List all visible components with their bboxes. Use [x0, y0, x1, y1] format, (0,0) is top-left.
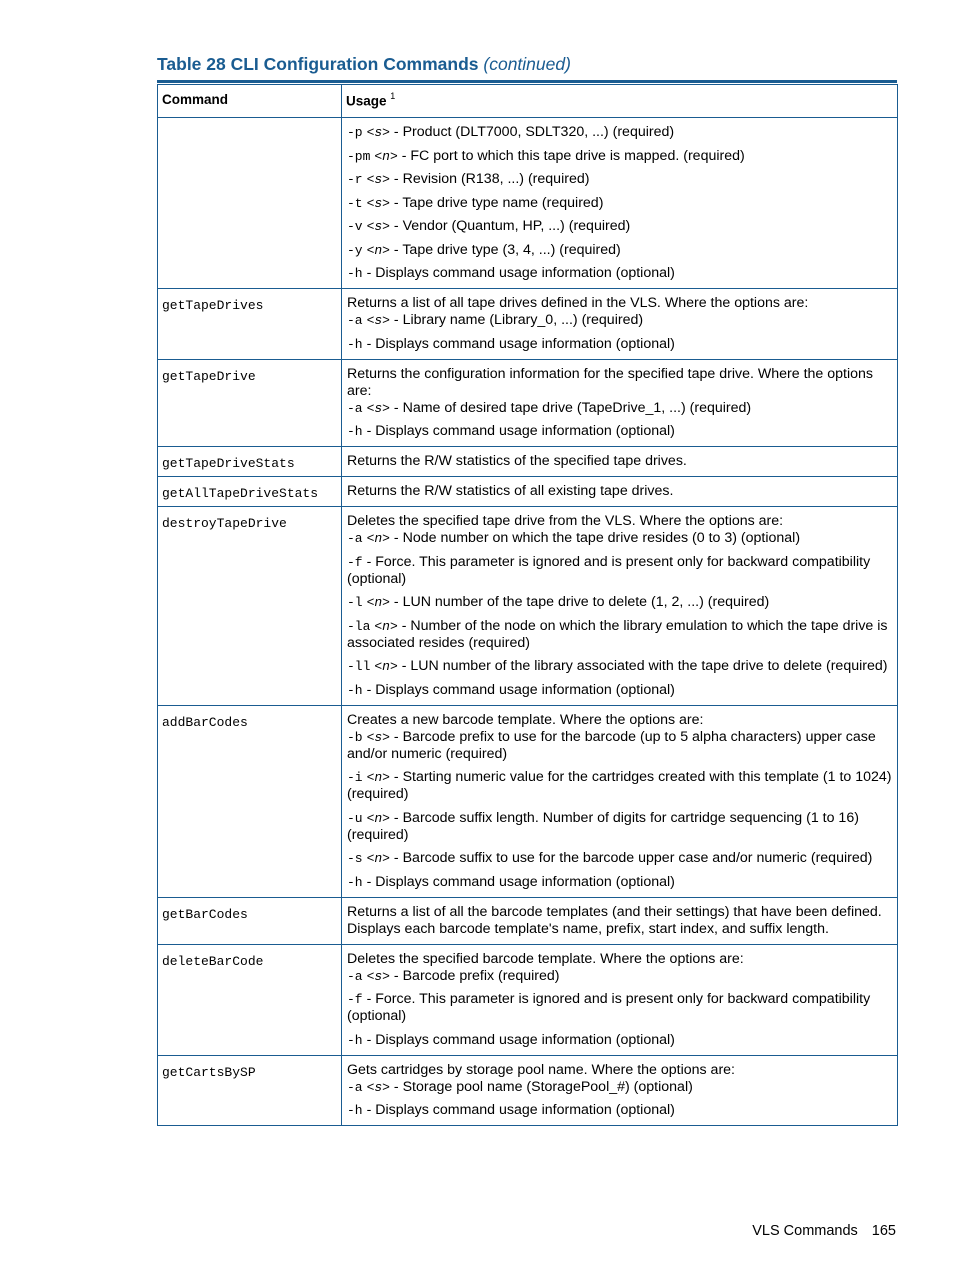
usage-cell: [342, 507, 898, 706]
usage-cell: [342, 897, 898, 944]
option-line: [347, 682, 892, 699]
option-flag: -a: [347, 968, 363, 984]
option-text: - Starting numeric value for the cartridges created with this template (1 to 1024) (required): [347, 769, 892, 802]
command-name: getTapeDrive: [162, 368, 256, 384]
command-cell: [158, 1055, 342, 1126]
option-argument: <s>: [366, 729, 390, 745]
usage-cell: [342, 477, 898, 507]
command-cell: [158, 944, 342, 1055]
option-flag: -la: [347, 618, 371, 634]
option-argument: <n>: [366, 531, 390, 546]
option-argument: <n>: [374, 659, 398, 674]
option-argument: <n>: [366, 595, 390, 610]
option-flag: -h: [347, 336, 363, 352]
option-argument: <n>: [366, 851, 390, 866]
usage-content: [342, 360, 897, 447]
option-flag: -p: [347, 125, 363, 140]
option-argument: <n>: [366, 770, 390, 785]
option-text: - Node number on which the tape drive resides (0 to 3) (optional): [393, 530, 801, 546]
page-number: 165: [871, 1223, 896, 1239]
usage-header-label: Usage: [346, 93, 387, 109]
footer-section-title: VLS Commands: [752, 1223, 858, 1239]
command-header-label: Command: [162, 92, 229, 107]
option-text: - Tape drive type name (required): [393, 194, 604, 211]
option-argument: <s>: [366, 968, 390, 984]
command-name: getCartsBySP: [162, 1064, 256, 1080]
cli-commands-table: [157, 84, 898, 1126]
option-argument: <s>: [366, 313, 390, 328]
command-column-header: [158, 85, 342, 118]
command-name: getAllTapeDriveStats: [162, 486, 319, 501]
usage-content: [342, 706, 897, 897]
option-text: - Revision (R138, ...) (required): [393, 171, 590, 187]
option-text: - Force. This parameter is ignored and is present only for backward compatibility (optional): [347, 991, 871, 1024]
option-line: [347, 265, 892, 282]
option-line: [347, 874, 892, 891]
option-argument: <n>: [366, 242, 390, 258]
table-caption: [157, 54, 571, 75]
option-line: [347, 1032, 892, 1049]
option-text: - Force. This parameter is ignored and is present only for backward compatibility (optional): [347, 553, 871, 587]
usage-cell: [342, 359, 898, 447]
option-text: - Displays command usage information (optional): [366, 681, 675, 698]
table-row: [158, 118, 898, 289]
option-argument: <n>: [374, 618, 398, 634]
table-row: [158, 477, 898, 507]
table-row: [158, 507, 898, 706]
option-flag: -h: [347, 682, 363, 698]
usage-content: [342, 945, 897, 1055]
option-argument: <s>: [366, 172, 390, 187]
option-line: [347, 242, 892, 259]
usage-content: [342, 118, 897, 288]
option-line: [347, 171, 892, 188]
command-name: getBarCodes: [162, 906, 248, 922]
option-flag: -v: [347, 219, 363, 234]
usage-cell: [342, 1055, 898, 1126]
usage-description: Returns the R/W statistics of all existing tape drives.: [347, 483, 674, 499]
option-flag: -s: [347, 851, 363, 866]
option-text: - FC port to which this tape drive is mapped. (required): [401, 147, 745, 164]
option-line: [347, 769, 892, 803]
option-text: - Product (DLT7000, SDLT320, ...) (required): [393, 124, 675, 140]
usage-description: Deletes the specified tape drive from the VLS. Where the options are:: [347, 513, 784, 529]
option-text: - Library name (Library_0, ...) (required): [393, 312, 644, 328]
usage-description: Deletes the specified barcode template. Where the options are:: [347, 950, 744, 967]
option-line: [347, 400, 892, 417]
option-line: [347, 336, 892, 353]
option-text: - Storage pool name (StoragePool_#) (optional): [393, 1078, 693, 1095]
command-cell: [158, 477, 342, 507]
usage-content: [342, 898, 897, 944]
usage-cell: [342, 705, 898, 897]
option-text: - Barcode suffix length. Number of digits for cartridge sequencing (1 to 16) (required): [347, 809, 859, 843]
option-flag: -h: [347, 1103, 363, 1118]
option-line: [347, 729, 892, 763]
option-text: - Displays command usage information (optional): [366, 335, 675, 352]
command-cell: [158, 705, 342, 897]
option-text: - Displays command usage information (optional): [366, 1102, 675, 1118]
usage-column-header: [342, 85, 898, 118]
option-argument: <s>: [366, 219, 390, 234]
option-flag: -r: [347, 172, 363, 187]
option-flag: -h: [347, 1032, 363, 1048]
option-argument: <s>: [366, 400, 390, 416]
table-row: [158, 705, 898, 897]
option-line: [347, 148, 892, 165]
command-name: addBarCodes: [162, 714, 248, 730]
option-flag: -f: [347, 992, 363, 1007]
usage-content: [342, 507, 897, 705]
option-line: [347, 554, 892, 588]
option-flag: -a: [347, 531, 363, 546]
table-row: [158, 1055, 898, 1126]
usage-content: [342, 289, 897, 359]
option-text: - Barcode prefix (required): [393, 967, 560, 984]
command-cell: [158, 118, 342, 289]
table-title: Table 28 CLI Configuration Commands: [157, 54, 479, 74]
command-name: [158, 118, 341, 127]
option-line: [347, 594, 892, 611]
option-line: [347, 968, 892, 985]
usage-content: [342, 477, 897, 506]
option-flag: -h: [347, 266, 363, 281]
option-argument: <s>: [366, 195, 390, 211]
option-line: [347, 1079, 892, 1096]
option-argument: <n>: [374, 148, 398, 164]
option-text: - Displays command usage information (optional): [366, 873, 675, 890]
usage-cell: [342, 289, 898, 360]
table-header-row: [158, 85, 898, 118]
usage-cell: [342, 944, 898, 1055]
table-row: [158, 897, 898, 944]
option-text: - Name of desired tape drive (TapeDrive_1, ...) (required): [393, 399, 752, 416]
option-text: - Displays command usage information (optional): [366, 1031, 675, 1048]
option-text: - Number of the node on which the library emulation to which the tape drive is associated resides (required): [347, 617, 888, 651]
option-line: [347, 218, 892, 235]
command-name: deleteBarCode: [162, 953, 264, 969]
option-flag: -y: [347, 242, 363, 258]
option-flag: -u: [347, 810, 363, 826]
option-flag: -h: [347, 424, 363, 439]
table-row: [158, 359, 898, 447]
option-line: [347, 1102, 892, 1119]
usage-content: [342, 447, 897, 476]
usage-cell: [342, 118, 898, 289]
usage-description: Creates a new barcode template. Where the options are:: [347, 711, 704, 728]
option-line: [347, 618, 892, 652]
command-cell: [158, 447, 342, 477]
option-flag: -pm: [347, 148, 371, 164]
usage-content: [342, 1056, 897, 1126]
usage-footnote-marker: 1: [390, 91, 396, 101]
option-flag: -t: [347, 195, 363, 211]
usage-description: Returns the R/W statistics of the specified tape drives.: [347, 453, 687, 469]
option-text: - Barcode suffix to use for the barcode upper case and/or numeric (required): [393, 850, 873, 866]
table-body: [158, 118, 898, 1126]
command-name: getTapeDrives: [162, 298, 264, 313]
option-line: [347, 810, 892, 844]
option-flag: -a: [347, 313, 363, 328]
usage-description: Returns the configuration information for the specified tape drive. Where the options are:: [347, 365, 874, 399]
option-text: - Tape drive type (3, 4, ...) (required): [393, 241, 621, 258]
option-flag: -a: [347, 1079, 363, 1095]
option-argument: <s>: [366, 125, 390, 140]
table-continued-label: (continued): [483, 54, 571, 74]
option-text: - Displays command usage information (optional): [366, 423, 675, 439]
option-argument: <n>: [366, 810, 390, 826]
option-flag: -ll: [347, 659, 371, 674]
option-text: - LUN number of the library associated with the tape drive to delete (required): [401, 658, 888, 674]
usage-description: Returns a list of all the barcode templates (and their settings) that have been defined. Displays each barcode template's name, prefix, start index, and suffix length.: [347, 903, 882, 937]
option-text: - Vendor (Quantum, HP, ...) (required): [393, 218, 631, 234]
option-text: - Displays command usage information (optional): [366, 265, 675, 281]
table-top-rule: [157, 80, 897, 83]
usage-description: Returns a list of all tape drives defined in the VLS. Where the options are:: [347, 295, 809, 311]
table-row: [158, 447, 898, 477]
option-flag: -h: [347, 874, 363, 890]
command-name: destroyTapeDrive: [162, 516, 287, 531]
option-line: [347, 530, 892, 547]
option-line: [347, 658, 892, 675]
usage-description: Gets cartridges by storage pool name. Where the options are:: [347, 1061, 735, 1078]
option-text: - LUN number of the tape drive to delete (1, 2, ...) (required): [393, 594, 770, 610]
option-line: [347, 312, 892, 329]
option-line: [347, 195, 892, 212]
option-argument: <s>: [366, 1079, 390, 1095]
option-text: - Barcode prefix to use for the barcode (up to 5 alpha characters) upper case and/or numeric (required): [347, 728, 876, 762]
page-footer: [752, 1223, 896, 1239]
option-flag: -i: [347, 770, 363, 785]
command-cell: [158, 897, 342, 944]
command-cell: [158, 289, 342, 360]
command-cell: [158, 507, 342, 706]
option-flag: -f: [347, 554, 363, 570]
option-line: [347, 991, 892, 1025]
option-flag: -l: [347, 595, 363, 610]
option-flag: -a: [347, 400, 363, 416]
option-line: [347, 850, 892, 867]
option-flag: -b: [347, 729, 363, 745]
usage-cell: [342, 447, 898, 477]
table-row: [158, 944, 898, 1055]
table-row: [158, 289, 898, 360]
command-cell: [158, 359, 342, 447]
option-line: [347, 124, 892, 141]
command-name: getTapeDriveStats: [162, 456, 295, 471]
option-line: [347, 423, 892, 440]
